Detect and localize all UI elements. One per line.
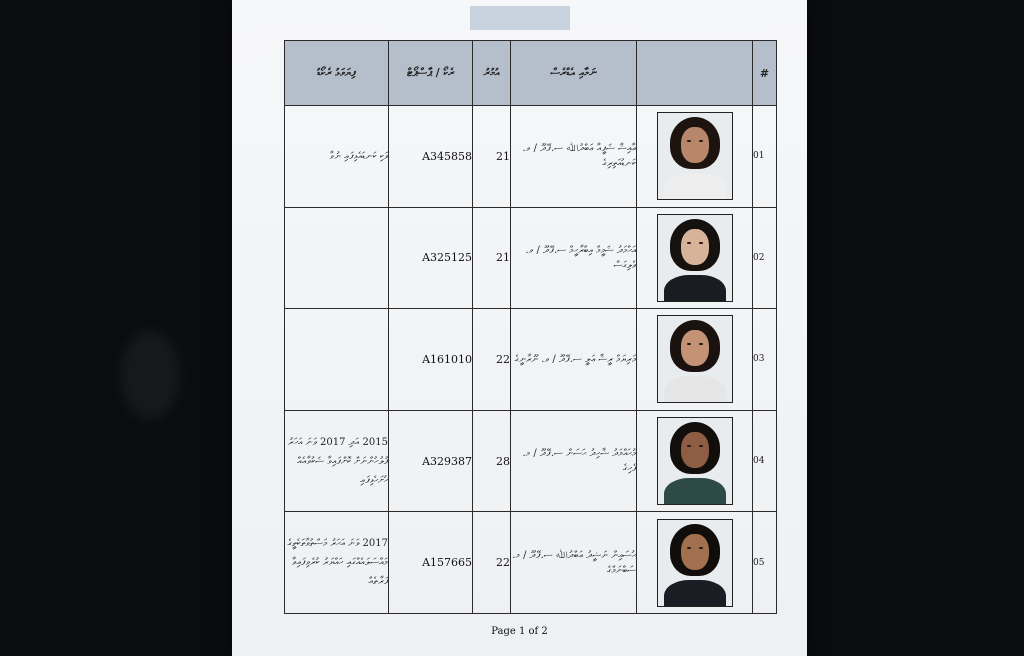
table-row xyxy=(285,207,777,309)
header-passport: ރެކޯ / ޕާސްޕޯޓް xyxy=(389,41,473,106)
notes-cell: ވަކި ކަނޑައެޅިފައި ނުވާ xyxy=(285,106,389,208)
portrait-eye xyxy=(699,445,703,447)
suspect-table xyxy=(284,40,777,614)
table-row xyxy=(285,410,777,512)
passport-cell: A161010 xyxy=(389,309,473,411)
passport-cell: A325125 xyxy=(389,207,473,309)
age-cell: 21 xyxy=(473,106,511,208)
portrait-eye xyxy=(687,242,691,244)
portrait-face xyxy=(681,229,709,265)
table-row xyxy=(285,512,777,614)
name-address-cell: ޢާއިޝާ ޝަފީއާ ޢަބްދުﷲ ސ.ފޭދޫ / ވ. ކަނޑުއަތިރިގެ xyxy=(511,106,637,208)
printed-page xyxy=(232,0,807,656)
portrait-photo xyxy=(657,417,733,505)
page-footer: Page 1 of 2 xyxy=(491,626,548,637)
photo-cell xyxy=(637,106,753,208)
age-cell: 21 xyxy=(473,207,511,309)
portrait-face xyxy=(681,127,709,163)
portrait-photo xyxy=(657,112,733,200)
portrait-face xyxy=(681,534,709,570)
portrait-eye xyxy=(699,140,703,142)
portrait-body xyxy=(664,173,726,200)
passport-cell: A329387 xyxy=(389,410,473,512)
portrait-body xyxy=(664,275,726,302)
notes-cell: 2017 ވަނަ އަހަރު މަސްތުވާތަކެތީގެ މައްސަލައެއްގައި ހައްޔަރު ކުރެވިފައިވާ ފަރާތެއް xyxy=(285,512,389,614)
photo-cell xyxy=(637,512,753,614)
row-number-cell: 05 xyxy=(753,512,777,614)
portrait-photo xyxy=(657,519,733,607)
age-cell: 22 xyxy=(473,512,511,614)
portrait-eye xyxy=(699,242,703,244)
passport-cell: A157665 xyxy=(389,512,473,614)
photo-cell xyxy=(637,410,753,512)
age-cell: 28 xyxy=(473,410,511,512)
header-age: އުމުރު xyxy=(473,41,511,106)
table-row xyxy=(285,106,777,208)
portrait-photo xyxy=(657,214,733,302)
portrait-eye xyxy=(687,445,691,447)
name-address-cell: ޙުސައިން ނަޝީދު ޢަބްދުﷲ ސ.ފޭދޫ / މ. ސަބްނަމްގެ xyxy=(511,512,637,614)
portrait-eye xyxy=(687,140,691,142)
age-cell: 22 xyxy=(473,309,511,411)
portrait-face xyxy=(681,330,709,366)
passport-cell: A345858 xyxy=(389,106,473,208)
name-address-cell: މަރިޔަމް ރީޝާ ޢަލީ ސ.ފޭދޫ / ވ. ނޫރާނީގެ xyxy=(511,309,637,411)
portrait-face xyxy=(681,432,709,468)
portrait-eye xyxy=(687,547,691,549)
photo-cell xyxy=(637,309,753,411)
table-header-row xyxy=(285,41,777,106)
background-glare xyxy=(120,330,180,420)
redacted-block xyxy=(470,6,570,30)
notes-cell xyxy=(285,309,389,411)
row-number-cell: 04 xyxy=(753,410,777,512)
header-notes: ފިޔަވަޅު ރެކޯޑު xyxy=(285,41,389,106)
notes-cell xyxy=(285,207,389,309)
name-address-cell: އަޙްމަދު ޝަމީމް އިބްރާހީމް ސ.ފޭދޫ / ވ. ވެލިގަސް xyxy=(511,207,637,309)
portrait-body xyxy=(664,376,726,403)
portrait-eye xyxy=(699,547,703,549)
table-row xyxy=(285,309,777,411)
row-number-cell: 02 xyxy=(753,207,777,309)
row-number-cell: 03 xyxy=(753,309,777,411)
header-name-address: ނަމާއި އެޑްރެސް xyxy=(511,41,637,106)
portrait-body xyxy=(664,580,726,607)
portrait-body xyxy=(664,478,726,505)
notes-cell: 2015 އަދި 2017 ވަނަ އަހަރު ފުލުހުންނަށް ކޮށްފައިވާ ޝަކުވާއެއް ހުށަހެޅިފައި xyxy=(285,410,389,512)
photo-cell xyxy=(637,207,753,309)
name-address-cell: މުޙައްމަދު ޝާހިދު ޙަސަން ސ.ފޭދޫ / މ. ފެހިގެ xyxy=(511,410,637,512)
row-number-cell: 01 xyxy=(753,106,777,208)
header-photo xyxy=(637,41,753,106)
header-index: # xyxy=(753,41,777,106)
portrait-photo xyxy=(657,315,733,403)
